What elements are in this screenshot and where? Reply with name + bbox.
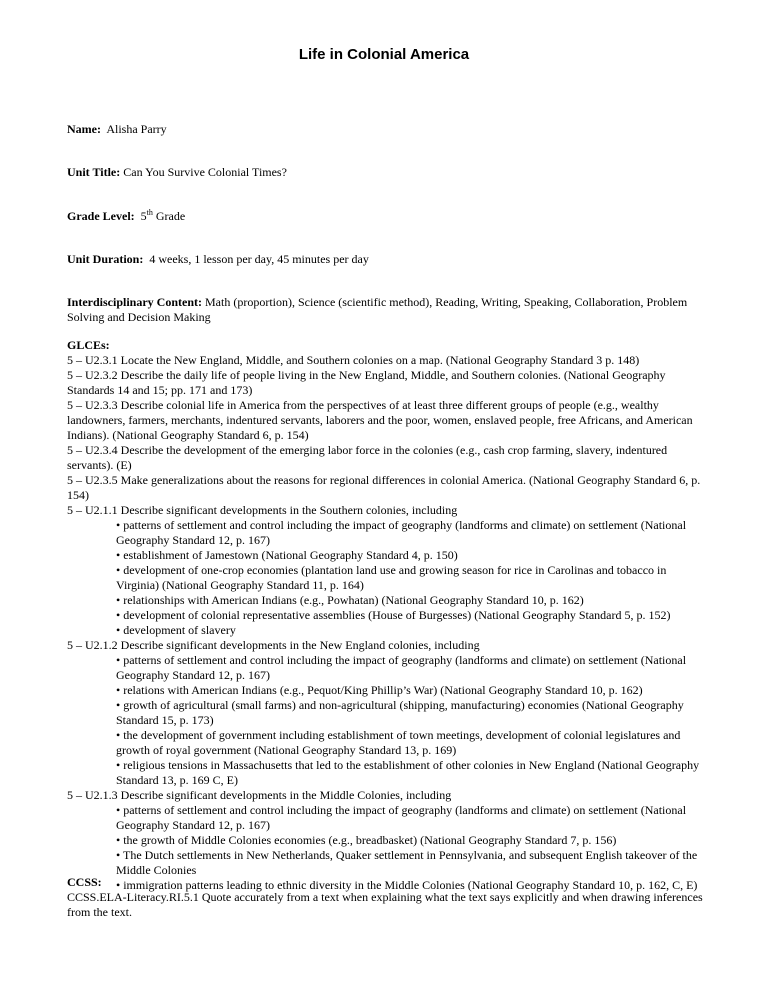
middle-bullet: • patterns of settlement and control including the impact of geography (landforms and climate) on settlement (National Geography Standard 12, p. 167) xyxy=(116,803,687,832)
southern-bullet: • patterns of settlement and control including the impact of geography (landforms and climate) on settlement (National Geography Standard 12, p. 167) xyxy=(116,518,687,547)
glce-item: 5 – U2.3.3 Describe colonial life in America from the perspectives of at least three different groups of people (e.g., wealthy landowners, farmers, merchants, indentured servants, laborers and the poor, women, enslaved people, free Africans, and American Indians). (National Geography Standard 6, p. 154) xyxy=(67,398,693,442)
interdisciplinary-value: Math (proportion), Science (scientific method), Reading, Writing, Speaking, Collaboration, Problem Solving and Decision Making xyxy=(67,295,688,324)
glce-item: 5 – U2.1.2 Describe significant developments in the New England colonies, including xyxy=(67,638,480,652)
glces-heading: GLCEs: xyxy=(67,338,110,352)
grade-level-label: Grade Level: xyxy=(67,209,135,223)
ccss-heading: CCSS: xyxy=(67,875,102,889)
unit-title-label: Unit Title: xyxy=(67,165,121,179)
middle-bullet: • The Dutch settlements in New Netherlands, Quaker settlement in Pennsylvania, and subsequent English takeover of the Middle Colonies xyxy=(116,848,698,877)
unit-duration-value: 4 weeks, 1 lesson per day, 45 minutes per day xyxy=(149,252,369,266)
name-field xyxy=(67,122,167,137)
interdisciplinary-label: Interdisciplinary Content: xyxy=(67,295,202,309)
middle-bullet: • immigration patterns leading to ethnic diversity in the Middle Colonies (National Geography Standard 10, p. 162, C, E) xyxy=(116,878,698,892)
glce-item: 5 – U2.3.4 Describe the development of the emerging labor force in the colonies (e.g., cash crop farming, slavery, indentured servants). (E) xyxy=(67,443,668,472)
new-england-bullet: • relations with American Indians (e.g., Pequot/King Phillip’s War) (National Geography Standard 10, p. 162) xyxy=(116,683,643,697)
ccss-item: CCSS.ELA-Literacy.RI.5.1 Quote accurately from a text when explaining what the text says explicitly and when drawing inferences from the text. xyxy=(67,890,703,919)
ccss-section xyxy=(67,875,707,920)
grade-level-suffix: th xyxy=(146,208,153,217)
grade-level-number: 5 xyxy=(140,209,147,223)
southern-bullet: • establishment of Jamestown (National Geography Standard 4, p. 150) xyxy=(116,548,458,562)
interdisciplinary-field xyxy=(67,295,707,325)
glce-item: 5 – U2.3.1 Locate the New England, Middle, and Southern colonies on a map. (National Geography Standard 3 p. 148) xyxy=(67,353,640,367)
southern-bullet: • relationships with American Indians (e.g., Powhatan) (National Geography Standard 10, p. 162) xyxy=(116,593,584,607)
unit-title-value: Can You Survive Colonial Times? xyxy=(123,165,287,179)
name-label: Name: xyxy=(67,122,101,136)
new-england-bullet: • religious tensions in Massachusetts that led to the establishment of other colonies in New England (National Geography Standard 13, p. 169 C, E) xyxy=(116,758,700,787)
grade-level-rest: Grade xyxy=(152,209,186,223)
grade-level-field xyxy=(67,209,185,224)
unit-duration-label: Unit Duration: xyxy=(67,252,144,266)
southern-bullet: • development of slavery xyxy=(116,623,236,637)
middle-bullet: • the growth of Middle Colonies economies (e.g., breadbasket) (National Geography Standard 7, p. 156) xyxy=(116,833,617,847)
new-england-bullet: • the development of government including establishment of town meetings, development of colonial legislatures and growth of royal government (National Geography Standard 13, p. 169) xyxy=(116,728,681,757)
new-england-bullet: • patterns of settlement and control including the impact of geography (landforms and climate) on settlement (National Geography Standard 12, p. 167) xyxy=(116,653,687,682)
page-title: Life in Colonial America xyxy=(298,46,470,63)
name-value: Alisha Parry xyxy=(106,122,167,136)
new-england-bullet: • growth of agricultural (small farms) and non-agricultural (shipping, manufacturing) economies (National Geography Standard 15, p. 173) xyxy=(116,698,684,727)
southern-bullet: • development of colonial representative assemblies (House of Burgesses) (National Geography Standard 5, p. 152) xyxy=(116,608,671,622)
unit-duration-field xyxy=(67,252,369,267)
glce-item: 5 – U2.3.2 Describe the daily life of people living in the New England, Middle, and Southern colonies. (National Geography Standards 14 and 15; pp. 171 and 173) xyxy=(67,368,666,397)
unit-title-field xyxy=(67,165,287,180)
glce-item: 5 – U2.3.5 Make generalizations about the reasons for regional differences in colonial America. (National Geography Standard 6, p. 154) xyxy=(67,473,701,502)
glce-item: 5 – U2.1.3 Describe significant developments in the Middle Colonies, including xyxy=(67,788,452,802)
glce-item: 5 – U2.1.1 Describe significant developments in the Southern colonies, including xyxy=(67,503,458,517)
glces-section xyxy=(67,338,707,893)
southern-bullet: • development of one-crop economies (plantation land use and growing season for rice in Carolinas and tobacco in Virginia) (National Geography Standard 11, p. 164) xyxy=(116,563,667,592)
